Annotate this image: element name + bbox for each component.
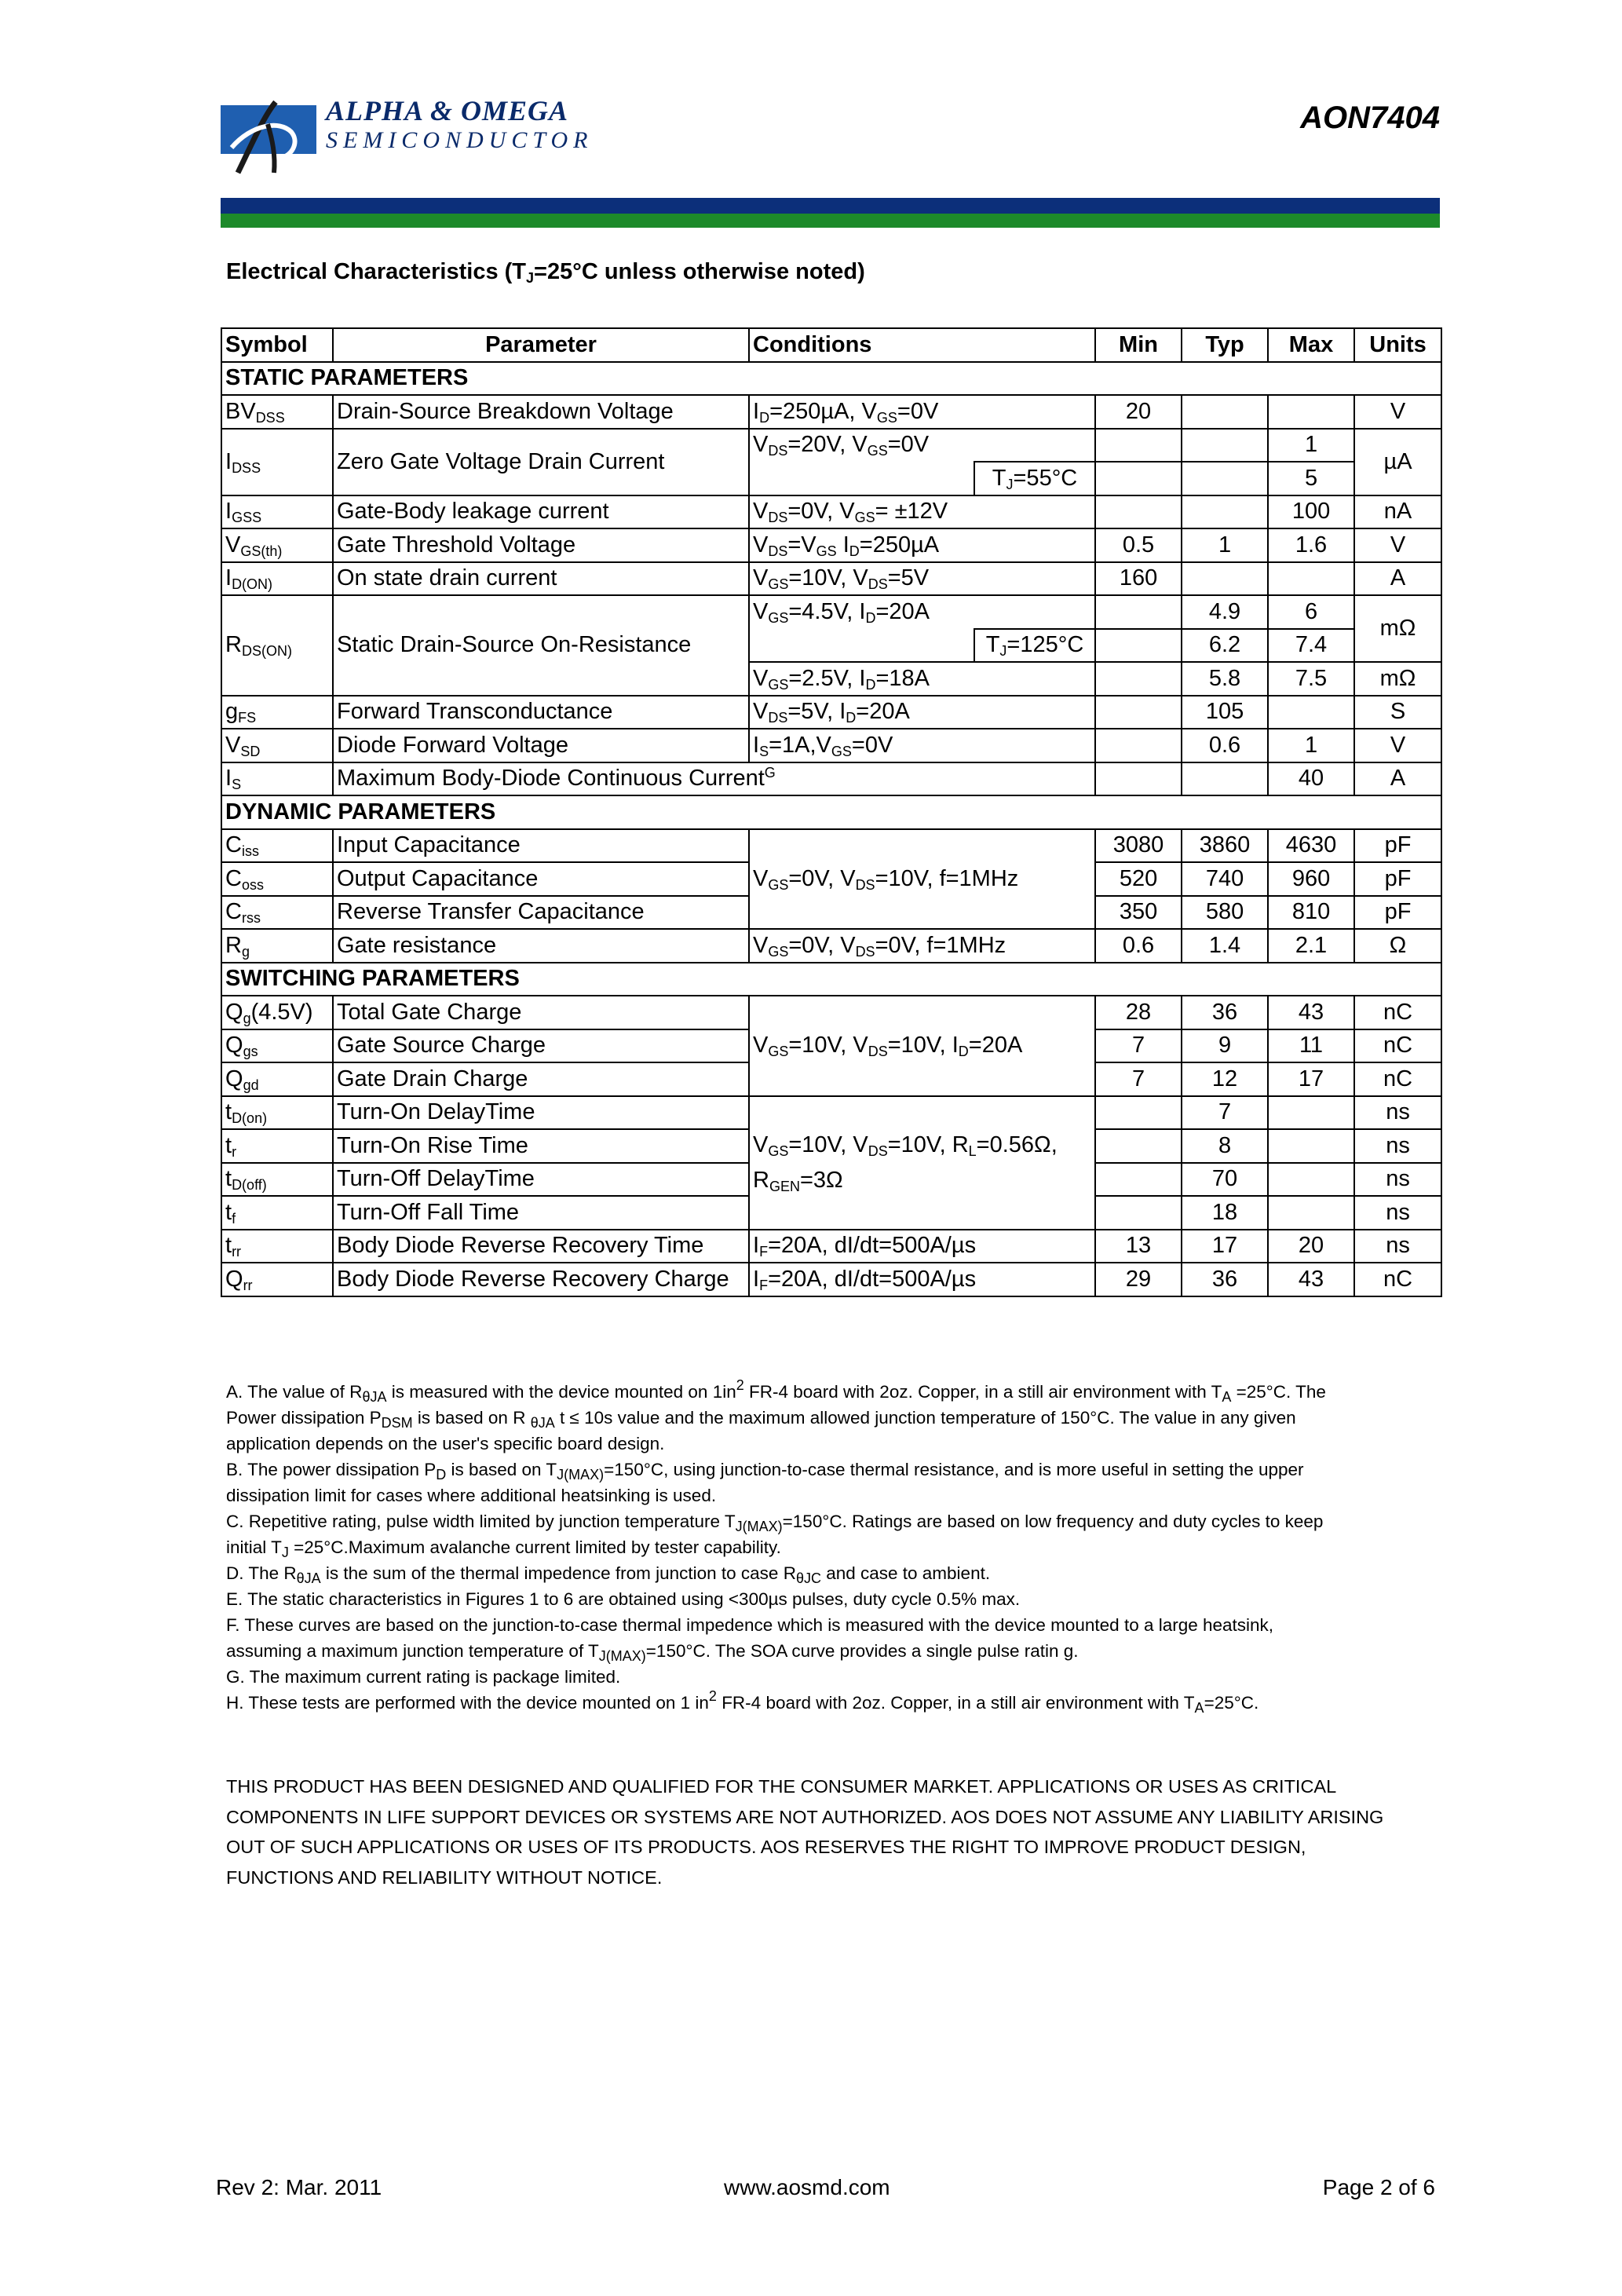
note-a: A. The value of $R_{\theta JA}$ is measured with the device mounted on $1in^2$ FR-4 board with 2oz. Copper, in a still air environment with $T_A =25^\circ C$. The [226,1377,1326,1405]
company-logo-icon [221,101,316,176]
table-row: $R_g$ Gate resistance $V_{GS}=0V$, $V_{DS}=0V$, f=1MHz 0.6 1.4 2.1 Ω [221,929,1441,963]
website-link[interactable]: www.aosmd.com [724,2175,890,2199]
table-row: $Q_g(4.5V)$ Total Gate Charge $V_{GS}=10V$, $V_{DS}=10V$, $I_D=20A$ 28 36 43 nC [221,996,1441,1029]
table-row: $I_S$ Maximum Body-Diode Continuous Current$^G$ 40 A [221,762,1441,796]
table-row: $V_{GS}=2.5V$, $I_D=18A$ 5.8 7.5 mΩ [221,662,1441,696]
table-row: $I_{D(ON)}$ On state drain current $V_{GS}=10V$, $V_{DS}=5V$ 160 A [221,562,1441,596]
table-row: $R_{DS(ON)}$ Static Drain-Source On-Resistance $V_{GS}=4.5V$, $I_D=20A$ 4.9 6 mΩ [221,595,1441,629]
electrical-characteristics-table [221,327,1442,1297]
note-e: E. The static characteristics in Figures 1 to 6 are obtained using <300µs pulses, duty cycle 0.5% max. [226,1589,1021,1609]
table-row: $C_{rss}$ Reverse Transfer Capacitance 350 580 810 pF [221,896,1441,930]
note-d: D. The $R_{\theta JA}$ is the sum of the thermal impedence from junction to case $R_{\theta JC}$ and case to ambient. [226,1563,991,1586]
section-row-switching: SWITCHING PARAMETERS [221,963,1441,996]
table-header-row [221,328,1441,362]
page-number: Page 2 of 6 [1322,2175,1435,2199]
table-row: $Q_{rr}$ Body Diode Reverse Recovery Charge $I_F=20A$, dI/dt=500A/µs 29 36 43 nC [221,1263,1441,1296]
table-row: $I_{GSS}$ Gate-Body leakage current $V_{DS}=0V$, $V_{GS}= \pm 12V$ 100 nA [221,495,1441,529]
table-row: $t_{rr}$ Body Diode Reverse Recovery Time $I_F=20A$, dI/dt=500A/µs 13 17 20 ns [221,1230,1441,1263]
brand-name: ALPHA & OMEGA [326,95,569,126]
table-row: $T_J=125^\circ C$ 6.2 7.4 [221,629,1441,663]
header-symbol: Symbol [221,328,333,362]
footnotes: A. The value of $R_{\theta JA}$ is measured with the device mounted on $1in^2$ FR-4 board with 2oz. Copper, in a still air environment with $T_A =25^\circ C$. The Power dissipation $P_{DSM}$ is based on R $_{\theta JA}$ t ≤ 10s value and the maximum allowed junction temperature of 150°C. The value in any given application depends on the user's specific board design. B. The power dissipation $P_D$ is based on $T_{J(MAX)}=150^\circ C$, using junction-to-case thermal resistance, and is more useful in setting the upper dissipation limit for cases where additional heatsinking is used. C. Repetitive rating, pulse width limited by junction temperature $T_{J(MAX)}=150^\circ C$. Ratings are based on low frequency and duty cycles to keep initial $T_J$ =25°C.Maximum avalanche current limited by tester capability. D. The $R_{\theta JA}$ is the sum of the thermal impedence from junction to case $R_{\theta JC}$ and case to ambient. E. The static characteristics in Figures 1 to 6 are obtained using <300µs pulses, duty cycle 0.5% max. F. These curves are based on the junction-to-case thermal impedence which is measured with the device mounted to a large heatsink, assuming a maximum junction temperature of $T_{J(MAX)}=150^\circ C$. The SOA curve provides a single pulse ratin g. G. The maximum current rating is package limited. H. These tests are performed with the device mounted on 1 $in^2$ FR-4 board with 2oz. Copper, in a still air environment with $T_A=25^\circ C$. [226,1379,1443,1716]
section-title: Electrical Characteristics ($T_J=25^\circ C$ unless otherwise noted) [226,259,865,286]
section-row-dynamic: DYNAMIC PARAMETERS [221,795,1441,829]
note-b: B. The power dissipation $P_D$ is based on $T_{J(MAX)}=150^\circ C$, using junction-to-case thermal resistance, and is more useful in setting the upper [226,1460,1304,1483]
symbol-cell: $I_{DSS}$ [221,429,333,495]
table-row: $g_{FS}$ Forward Transconductance $V_{DS}=5V$, $I_D=20A$ 105 S [221,696,1441,729]
table-row: $t_{D(on)}$ Turn-On DelayTime $V_{GS}=10V$, $V_{DS}=10V$, $R_L=0.56\Omega$, $R_{GEN}=3\Omega$ 7 ns [221,1096,1441,1130]
section-row-static: STATIC PARAMETERS [221,362,1441,396]
header-conditions: Conditions [749,328,1095,362]
table-row: $Q_{gd}$ Gate Drain Charge 7 12 17 nC [221,1062,1441,1096]
header-typ: Typ [1182,328,1268,362]
table-row: $V_{GS(th)}$ Gate Threshold Voltage $V_{DS}=V_{GS}$ $I_D=250\mu A$ 0.5 1 1.6 V [221,528,1441,562]
part-number: AON7404 [1300,101,1440,135]
note-f: F. These curves are based on the junction-to-case thermal impedence which is measured with the device mounted to a large heatsink, [226,1615,1274,1635]
parameter-cell: Zero Gate Voltage Drain Current [333,429,749,495]
brand-subtitle: SEMICONDUCTOR [326,127,594,153]
table-row: $t_{D(off)}$ Turn-Off DelayTime 70 ns [221,1163,1441,1197]
table-row: $V_{SD}$ Diode Forward Voltage $I_S=1A,V_{GS}=0V$ 0.6 1 V [221,729,1441,762]
table-row: $C_{iss}$ Input Capacitance $V_{GS}=0V$, $V_{DS}=10V$, f=1MHz 3080 3860 4630 pF [221,829,1441,863]
table-row: $Q_{gs}$ Gate Source Charge 7 9 11 nC [221,1029,1441,1063]
symbol-cell: $BV_{DSS}$ [221,395,333,429]
conditions-cell: $V_{DS}=20V$, $V_{GS}=0V$ [749,429,1095,462]
disclaimer: THIS PRODUCT HAS BEEN DESIGNED AND QUALIFIED FOR THE CONSUMER MARKET. APPLICATIONS OR USES AS CRITICAL COMPONENTS IN LIFE SUPPORT DEVICES OR SYSTEMS ARE NOT AUTHORIZED. AOS DOES NOT ASSUME ANY LIABILITY ARISING OUT OF SUCH APPLICATIONS OR USES OF ITS PRODUCTS. AOS RESERVES THE RIGHT TO IMPROVE PRODUCT DESIGN, FUNCTIONS AND RELIABILITY WITHOUT NOTICE. [226,1776,1384,1888]
parameter-cell: Drain-Source Breakdown Voltage [333,395,749,429]
note-c: C. Repetitive rating, pulse width limited by junction temperature $T_{J(MAX)}=150^\circ C$. Ratings are based on low frequency and duty cycles to keep [226,1512,1324,1534]
note-g: G. The maximum current rating is package limited. [226,1667,621,1687]
header-units: Units [1354,328,1441,362]
revision-label: Rev 2: Mar. 2011 [216,2175,382,2199]
header-bar-green [221,214,1440,228]
note-h: H. These tests are performed with the device mounted on 1 $in^2$ FR-4 board with 2oz. Copper, in a still air environment with $T_A=25^\circ C$. [226,1688,1259,1716]
header-bar-blue [221,198,1440,214]
conditions-cell: $T_J=55^\circ C$ [974,462,1095,495]
table-row: $BV_{DSS}$ Drain-Source Breakdown Voltage $I_D=250\mu A$, $V_{GS}=0V$ 20 V [221,395,1441,429]
symbol-cell: $I_{GSS}$ [221,495,333,529]
header-max: Max [1268,328,1354,362]
header-min: Min [1095,328,1182,362]
conditions-cell: $I_D=250\mu A$, $V_{GS}=0V$ [749,395,1095,429]
header-parameter: Parameter [333,328,749,362]
table-row: $C_{oss}$ Output Capacitance 520 740 960 pF [221,862,1441,896]
table-row: $I_{DSS}$ Zero Gate Voltage Drain Current $V_{DS}=20V$, $V_{GS}=0V$ 1 µA [221,429,1441,462]
table-row: $T_J=55^\circ C$ 5 [221,462,1441,495]
table-row: $t_r$ Turn-On Rise Time 8 ns [221,1129,1441,1163]
table-row: $t_f$ Turn-Off Fall Time 18 ns [221,1196,1441,1230]
